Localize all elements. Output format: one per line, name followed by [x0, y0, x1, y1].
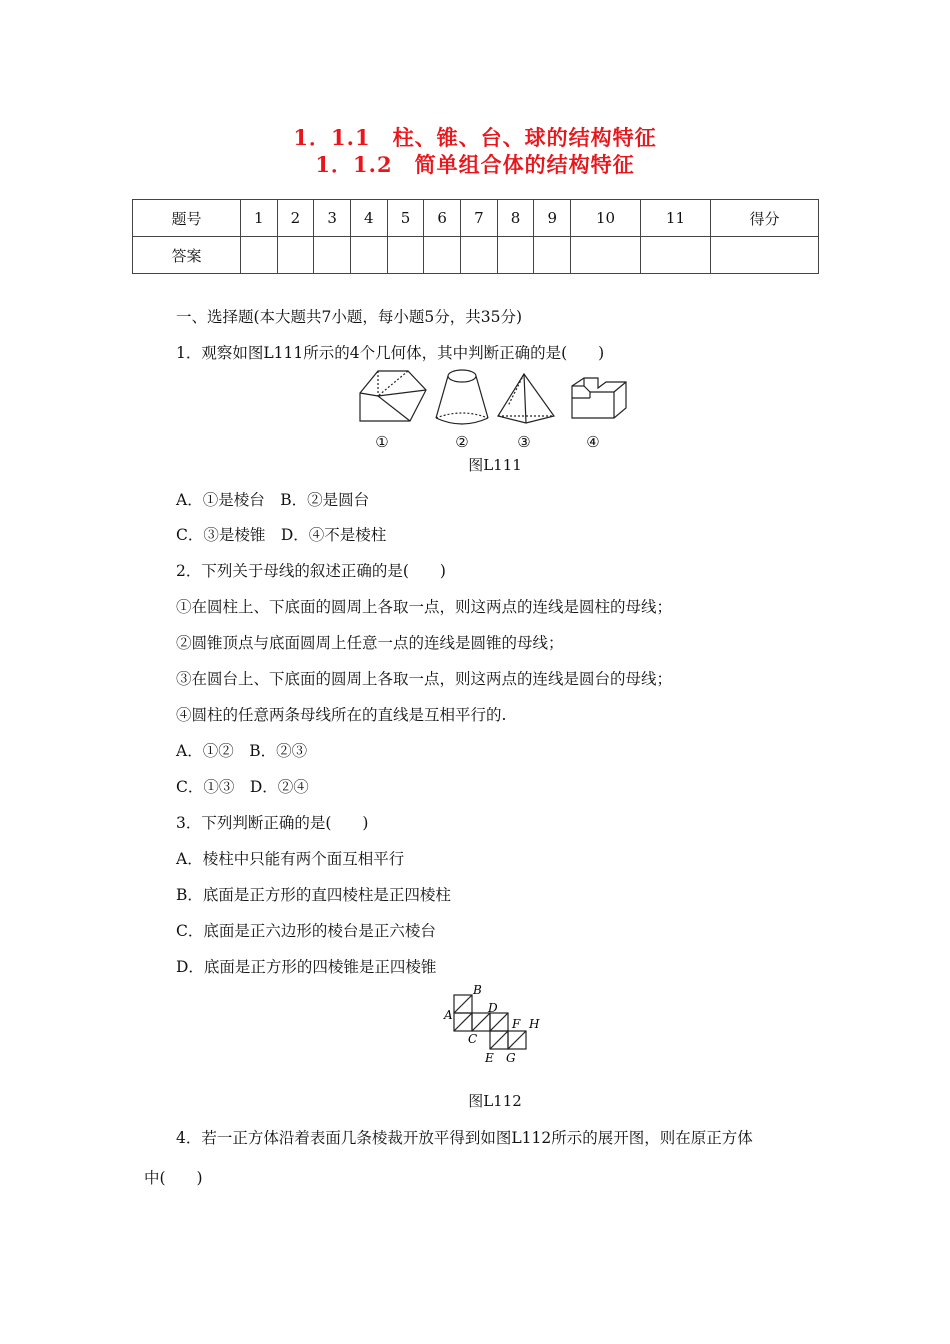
question-2-statement-4: ④圆柱的任意两条母线所在的直线是互相平行的.: [176, 706, 507, 724]
fig-label-2: ②: [455, 433, 469, 451]
net-label-g: G: [506, 1051, 516, 1065]
answer-cell[interactable]: [240, 237, 277, 274]
answer-cell[interactable]: [710, 237, 818, 274]
answer-cell[interactable]: [314, 237, 351, 274]
question-1-stem: 1．观察如图L111所示的4个几何体，其中判断正确的是( ): [176, 344, 605, 362]
table-cell: 9: [534, 200, 571, 237]
net-label-d: D: [488, 1001, 498, 1015]
net-label-b: B: [473, 983, 482, 997]
solid-1: [360, 371, 426, 421]
table-cell: 7: [461, 200, 498, 237]
title-line-2: 1．1.2 简单组合体的结构特征: [315, 152, 635, 177]
answer-table: [132, 199, 819, 274]
section-heading: 一、选择题(本大题共7小题，每小题5分，共35分): [176, 308, 523, 326]
table-cell: 6: [424, 200, 461, 237]
figure-l112-caption: 图L112: [468, 1092, 522, 1110]
question-2-statement-3: ③在圆台上、下底面的圆周上各取一点，则这两点的连线是圆台的母线；: [176, 670, 673, 688]
answer-cell[interactable]: [277, 237, 314, 274]
question-3-option-a: A．棱柱中只能有两个面互相平行: [176, 850, 405, 868]
answer-cell[interactable]: [461, 237, 498, 274]
answer-cell[interactable]: [641, 237, 711, 274]
fig-label-4: ④: [586, 433, 600, 451]
question-3-stem: 3．下列判断正确的是( ): [176, 814, 369, 832]
figure-l112: [440, 983, 550, 1068]
question-2-stem: 2．下列关于母线的叙述正确的是( ): [176, 562, 446, 580]
figure-l111-caption: 图L111: [468, 456, 522, 474]
answer-cell[interactable]: [534, 237, 571, 274]
answer-cell[interactable]: [497, 237, 534, 274]
question-3-option-d: D．底面是正方形的四棱锥是正四棱锥: [176, 958, 437, 976]
fig-label-1: ①: [375, 433, 389, 451]
answer-cell[interactable]: [387, 237, 424, 274]
question-2-options-cd: C．①③ D．②④: [176, 778, 309, 796]
question-2-statement-2: ②圆锥顶点与底面圆周上任意一点的连线是圆锥的母线；: [176, 634, 564, 652]
question-3-option-b: B．底面是正方形的直四棱柱是正四棱柱: [176, 886, 451, 904]
answer-table-header-row: [133, 200, 819, 237]
net-label-a: A: [444, 1008, 453, 1022]
table-cell: 1: [240, 200, 277, 237]
answer-cell[interactable]: [571, 237, 641, 274]
table-cell: 4: [350, 200, 387, 237]
question-4-stem: 4．若一正方体沿着表面几条棱裁开放平得到如图L112所示的展开图，则在原正方体: [176, 1129, 753, 1147]
net-label-h: H: [529, 1017, 540, 1031]
net-label-c: C: [468, 1032, 478, 1046]
title-line-1: 1．1.1 柱、锥、台、球的结构特征: [293, 125, 657, 150]
table-cell: 10: [571, 200, 641, 237]
question-2-options-ab: A．①② B．②③: [176, 742, 308, 760]
question-2-statement-1: ①在圆柱上、下底面的圆周上各取一点，则这两点的连线是圆柱的母线；: [176, 598, 673, 616]
net-label-f: F: [512, 1017, 521, 1031]
question-3-option-c: C．底面是正六边形的棱台是正六棱台: [176, 922, 436, 940]
table-cell: 答案: [133, 237, 241, 274]
question-1-options-cd: C．③是棱锥 D．④不是棱柱: [176, 526, 387, 544]
answer-cell[interactable]: [350, 237, 387, 274]
table-cell: 11: [641, 200, 711, 237]
answer-cell[interactable]: [424, 237, 461, 274]
solid-2: [436, 370, 488, 424]
table-cell: 8: [497, 200, 534, 237]
figure-l111: [358, 368, 638, 428]
table-cell: 题号: [133, 200, 241, 237]
table-cell: 5: [387, 200, 424, 237]
solid-4: [572, 378, 626, 418]
table-cell: 得分: [710, 200, 818, 237]
answer-table-answer-row: [133, 237, 819, 274]
table-cell: 3: [314, 200, 351, 237]
solid-3: [498, 374, 554, 423]
table-cell: 2: [277, 200, 314, 237]
fig-label-3: ③: [517, 433, 531, 451]
question-1-options-ab: A．①是棱台 B．②是圆台: [176, 491, 370, 509]
question-4-continuation: 中( ): [144, 1169, 203, 1187]
net-label-e: E: [485, 1051, 494, 1065]
